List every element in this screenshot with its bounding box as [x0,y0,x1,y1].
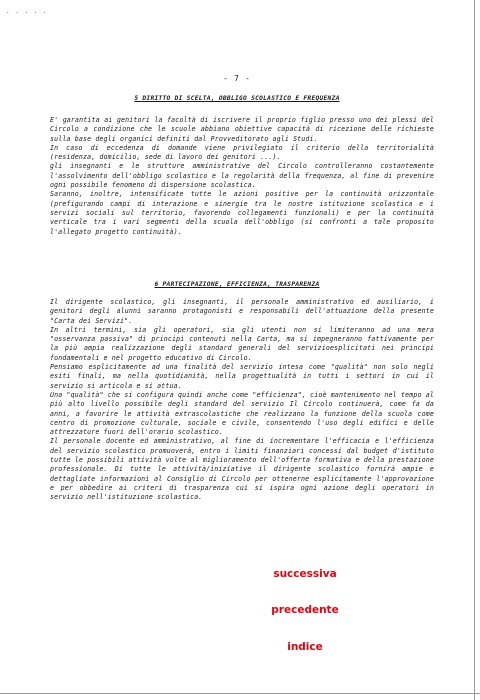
section-5-paragraph: E' garantita ai genitori la facoltà di iscrivere il proprio figlio presso uno dei plessi del Circolo a condizione che le scuole abbiano obiettive capacità di ricezione delle richieste sulla base degli organici definiti dal Provveditorato agli Studi. [50,116,434,143]
corner-mark: . . . . . [6,8,48,15]
section-6-paragraph: In altri termini, sia gli operatori, sia gli utenti non si limiteranno ad una mera "osservanza passiva" di principi contenuti nella Carta, ma si impegneranno fattivamente per la più ampia realizzazione degli standard generali del servizioesplicitati nei principi fondamentali e nel progetto educativo di Circolo. [50,325,434,362]
section-5-paragraph: gli insegnanti e le strutture amministrative del Circolo controlleranno costantemente l'assolvimento dell'obbligo scolastico e la regolarità della frequenza, al fine di prevenire ogni possibile fenomeno di dispersione scolastica. [50,162,434,190]
index-link[interactable]: indice [287,641,323,653]
page-frame-right [474,0,475,700]
section-6-paragraph: Una "qualità" che si configura quindi anche come "efficienza", cioè mantenimento nel tempo al più alto livello possibile degli standard del servizio Il Circolo continuerà, come fa da anni, a favorire le attività extrascolastiche che realizzano la funzione della scuola come centro di promozione culturale, sociale e civile, consentendo l'uso degli edifici e delle attrezzature fuori dell'orario scolastico. [50,390,434,437]
section-5-paragraph: In caso di eccedenza di domande viene privilegiato il criterio della territorialità (residenza, domicilio, sede di lavoro dei genitori ...). [50,143,434,162]
section-6-heading: 6 PARTECIPAZIONE, EFFICIENZA, TRASPARENZA [154,281,320,288]
next-page-link[interactable]: successiva [273,568,337,580]
section-5-body [50,116,434,237]
section-5-paragraph: Saranno, inoltre, intensificate tutte le azioni positive per la continuità orizzontale (prefigurando campi di interazione e sinergie tra le nostre istituzione scolastica e i servizi sociali sul territorio, favorendo collegamenti funzionali) e per la continuità verticale tra i vari segmenti della scuola dell'obbligo (si confronti a tale proposito l'allegato progetto continuità). [50,190,434,236]
section-6-paragraph: Pensiamo esplicitamente ad una finalità del servizio intesa come "qualità" non solo negli esiti finali, ma nella quotidianità, nella progettualità in tutti i settori in cui il servizio si articola e si attua. [50,363,434,390]
section-6-body [50,298,434,503]
section-6-paragraph: Il personale docente ed amministrativo, al fine di incrementare l'efficacia e l'efficienza del servizio scolastico promuoverà, entro i limiti finanziari concessi dal budget d'istituto tutte le possibili attività volte al miglioramento dell'offerta formativa e della prestazione professionale. Di tutte le attività/iniziative il dirigente scolastico fornirà ampie e dettagliate informazioni al Consiglio di Circolo per ottenerne esplicitamente l'approvazione e per obbedire ai criteri di trasparenza cui si ispira ogni azione degli operatori in servizio nell'istituzione scolastica. [50,437,434,502]
section-5-heading: 5 DIRITTO DI SCELTA, OBBLIGO SCOLASTICO E FREQUENZA [134,95,340,102]
section-6-paragraph: Il dirigente scolastico, gli insegnanti, il personale amministrativo ed ausiliario, i genitori degli alunni saranno protagonisti e responsabili dell'attuazione della presente "Carta dei Servizi". [50,298,434,325]
page-number: - 7 - [223,74,251,83]
previous-page-link[interactable]: precedente [271,604,339,616]
page-frame-bottom [0,693,480,694]
